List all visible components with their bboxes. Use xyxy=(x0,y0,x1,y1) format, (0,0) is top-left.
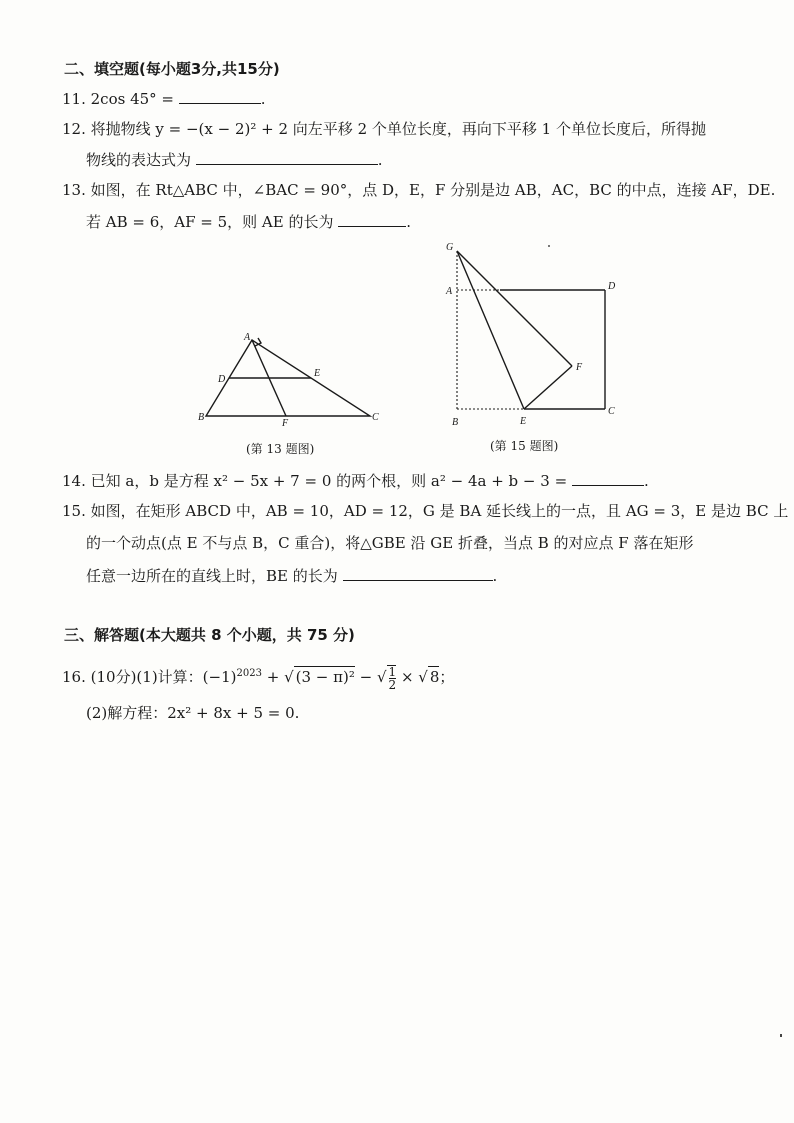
question-11 xyxy=(62,88,266,109)
q13-answer-blank[interactable] xyxy=(338,211,406,227)
fig13-label-f: F xyxy=(282,418,289,428)
q13-line2: 若 AB = 6，AF = 5，则 AE 的长为 xyxy=(86,213,334,231)
q13-line1: 如图，在 Rt△ABC 中，∠BAC = 90°，点 D，E，F 分别是边 AB，AC，BC 的中点，连接 AF，DE. xyxy=(90,181,776,199)
segment-gf xyxy=(457,251,572,366)
q11-number: 11. xyxy=(62,90,86,108)
q16-minus: − xyxy=(354,668,377,686)
q11-end: . xyxy=(260,90,266,108)
q15-number: 15. xyxy=(62,502,86,520)
fig13-label-a: A xyxy=(244,332,251,343)
figure-15-caption: (第 15 题图) xyxy=(490,439,559,453)
q16-times: × xyxy=(396,668,419,686)
fig15-label-g: G xyxy=(446,242,454,253)
q12-line1: 将抛物线 y = −(x − 2)² + 2 向左平移 2 个单位长度，再向下平移 1 个单位长度后，所得抛 xyxy=(90,120,706,138)
q16-exponent: 2023 xyxy=(236,668,262,679)
fig15-label-c: C xyxy=(608,406,615,417)
fig13-label-c: C xyxy=(372,412,379,423)
figure-13 xyxy=(196,328,386,432)
fig15-label-b: B xyxy=(452,417,459,428)
question-15-line1 xyxy=(62,501,788,521)
q16-frac-den: 2 xyxy=(388,677,397,692)
q15-line1: 如图，在矩形 ABCD 中，AB = 10，AD = 12，G 是 BA 延长线上的一点，且 AG = 3，E 是边 BC 上 xyxy=(90,502,789,520)
q16-part1-prefix: (10分)(1)计算：(−1) xyxy=(90,668,237,686)
question-14 xyxy=(62,470,649,491)
question-13-line1 xyxy=(62,180,775,200)
fig13-label-e: E xyxy=(314,368,321,379)
q14-number: 14. xyxy=(62,472,86,490)
question-13-line2 xyxy=(86,211,411,232)
q14-end: . xyxy=(643,472,649,490)
fig15-label-f: F xyxy=(576,362,583,373)
q13-end: . xyxy=(406,213,412,231)
q16-plus: + xyxy=(261,668,285,686)
q12-answer-blank[interactable] xyxy=(196,149,378,165)
scan-speck xyxy=(780,1034,782,1037)
q16-frac-num: 1 xyxy=(388,664,397,679)
q16-part2: (2)解方程：2x² + 8x + 5 = 0. xyxy=(86,704,300,722)
q14-answer-blank[interactable] xyxy=(572,470,644,486)
q15-line2: 的一个动点(点 E 不与点 B，C 重合)，将△GBE 沿 GE 折叠，当点 B 的对应点 F 落在矩形 xyxy=(86,534,694,552)
question-16-part1: 16. (10分)(1)计算：$(-1)^{2023}$ + √ (3 − π)² − √ $\frac{1}{2}$ × √ 8； xyxy=(62,664,455,692)
q16-sqrt-2: 8 xyxy=(429,668,440,686)
fig13-label-b: B xyxy=(198,412,205,423)
segment-ge xyxy=(457,251,524,409)
fig15-label-d: D xyxy=(608,281,616,292)
q16-sqrt-1: (3 − π)² xyxy=(295,668,355,686)
stray-dot xyxy=(548,245,550,247)
q15-end: . xyxy=(492,567,498,585)
section-2-heading: 二、填空题(每小题3分,共15分) xyxy=(64,60,280,78)
figure-13-caption: (第 13 题图) xyxy=(246,442,315,456)
section-3-heading: 三、解答题(本大题共 8 个小题，共 75 分) xyxy=(64,626,355,644)
q16-number: 16. xyxy=(62,668,86,686)
segment-fe xyxy=(524,366,572,409)
q16-part1-end: ； xyxy=(439,668,455,686)
q14-text: 已知 a，b 是方程 x² − 5x + 7 = 0 的两个根，则 a² − 4a + b − 3 = xyxy=(90,472,568,490)
fig15-label-a: A xyxy=(446,286,453,297)
question-12-line1 xyxy=(62,119,706,139)
q13-number: 13. xyxy=(62,181,86,199)
q12-end: . xyxy=(377,151,383,169)
q11-text: 2cos 45° = xyxy=(90,90,175,108)
question-12-line2 xyxy=(86,149,383,170)
question-15-line3 xyxy=(86,565,497,586)
figure-15 xyxy=(440,238,630,442)
q11-answer-blank[interactable] xyxy=(179,88,261,104)
question-15-line2 xyxy=(86,533,693,553)
q15-line3: 任意一边所在的直线上时，BE 的长为 xyxy=(86,567,338,585)
fig13-label-d: D xyxy=(218,374,226,385)
q15-answer-blank[interactable] xyxy=(343,565,493,581)
q12-line2: 物线的表达式为 xyxy=(86,151,192,169)
q12-number: 12. xyxy=(62,120,86,138)
question-16-part2 xyxy=(86,703,299,723)
fig15-label-e: E xyxy=(520,416,527,427)
